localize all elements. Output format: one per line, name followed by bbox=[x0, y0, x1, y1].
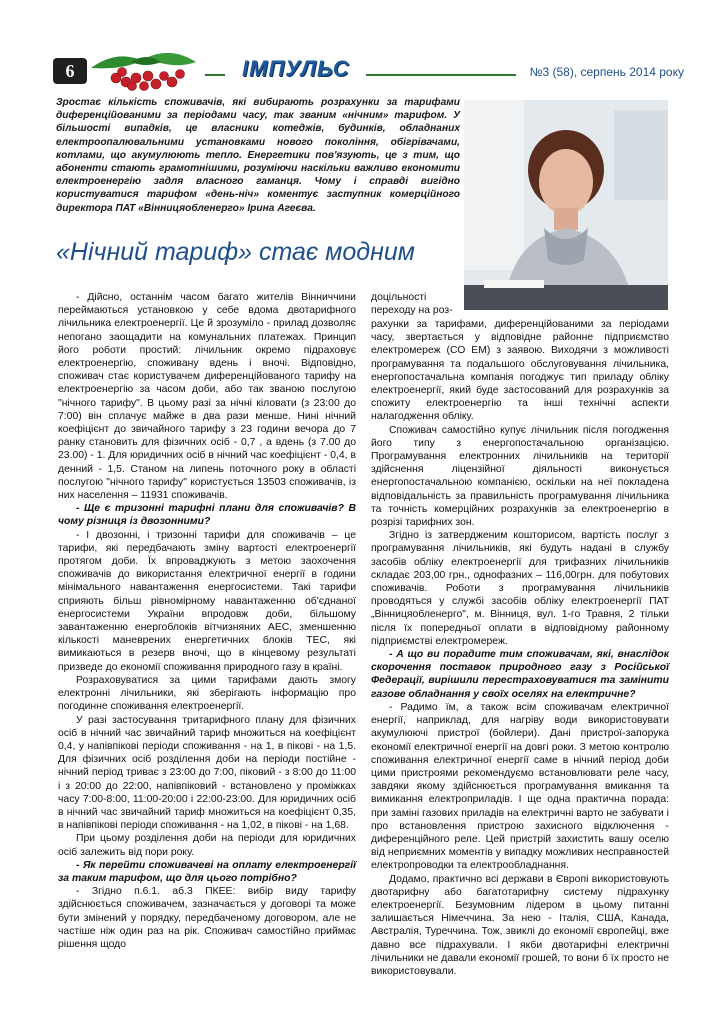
paragraph: Розраховуватися за цими тарифами дають змогу електронні лічильники, які зберігають інформацію про погодинне споживання електроенергії. bbox=[58, 674, 356, 713]
header-rule-right bbox=[366, 74, 516, 76]
article-title: «Нічний тариф» стає модним bbox=[56, 238, 415, 266]
paragraph: - І двозонні, і тризонні тарифи для споживачів – це тарифи, які передбачають зміну вартості електроенергії протягом доби. Їх впроваджують з метою заохочення споживачів до використання електричної енергії в години мінімального навантаження енергосистеми. Такі тарифи сприяють більш рівномірному навантаженню об'єднаної енергосистеми України впродовж доби, більшому завантаженню енергоблоків вітчизняних АЕС, зменшенню кількості маневрених енергетичних блоків ТЕС, які вимикаються в резерв вночі, що в кінцевому результаті призведе до економії споживання природного газу в країні. bbox=[58, 529, 356, 673]
paragraph: Згідно із затвердженим кошторисом, вартість послуг з програмування лічильників, які будуть надані в службу засобів обліку електроенергії для трифазних лічильників складає 203,00 грн., однофазних – 116,00грн. для побутових споживачів. Роботи з програмування лічильників проводяться у службі засобів обліку електроенергії ПАТ „Вінницяобленерго", м. Вінниця, вул. 1-го Травня, 2 тільки після їх попередньої оплати в відповідному районному підприємстві електромереж. bbox=[371, 530, 669, 647]
paragraph: При цьому розділення доби на періоди для юридичних осіб залежить від пори року. bbox=[58, 833, 356, 858]
paragraph: - Згідно п.6.1. аб.3 ПКЕЕ: вибір виду тарифу здійснюється споживачем, зазначається у договорі та може бути змінений у порядку, передбаченому договором, але не частіше ніж один раз на рік. Споживач самостійно приймає рішення щодо bbox=[58, 886, 356, 950]
paragraph: рахунки за тарифами, диференційованими за періодами часу, звертається у відповідне районне підприємство електромереж (СО ЕМ) з заявою. Виходячи з можливості програмування та подальшого обслуговування лічильника, енергопостачальна компанія погоджує тип приладу обліку електроенергії, який буде застосований для розрахунків за спожиту електроенергію та інші технічні аспекти налагодження обліку. bbox=[371, 319, 669, 423]
paragraph: Додамо, практично всі держави в Європі використовують двотарифну або багатотарифну систему підрахунку електроенергії. Безумовним лідером в цьому питанні залишається Німеччина. За нею - Італія, США, Канада, Австралія, Туреччина. Тож, звиклі до економії європейці, вже давно все підрахували. І якби двотарифні електричні лічильники не давали економії грошей, то вони б їх просто не використовували. bbox=[371, 873, 669, 977]
paragraph: Споживач самостійно купує лічильник після погодження його типу з енергопостачальною організацією. Програмування електронних лічильників на території здійснення ліцензійної діяльності виконується енергопостачальною компанією, оскільки на неї покладена відповідальність за правильність програмування лічильника та точність комерційних розрахунків за електроенергію в розрізі тарифних зон. bbox=[371, 424, 669, 529]
interview-question: - Ще є тризонні тарифні плани для споживачів? В чому різниця із двозонними? bbox=[58, 503, 356, 528]
viburnum-berries-icon bbox=[86, 48, 206, 94]
article-column-right bbox=[371, 318, 669, 978]
paragraph: - Радимо їм, а також всім споживачам електричної енергії, наприклад, для нагріву води використовувати акумулюючі пристрої (бойлери). Дані пристрої-запорука економії електричної енергії на довгі роки. З метою контролю споживання електричної енергії саме в нічний період доби цими пристроями рекомендуємо встановлювати реле часу, завдяки якому здійснюється програмування вмикання та вимикання електроприладів. І ще одна практична порада: при заміні газових приладів на електричні варто не забувати і про встановлення пристрою захисного відключення - диференційного реле. Цей пристрій захистить вашу оселю від неприємних моментів у випадку можливих несправностей електропроводки та електрообладнання. bbox=[371, 701, 669, 872]
interviewee-photo bbox=[464, 100, 668, 310]
article-column-right-top: доцільності переходу на роз- bbox=[371, 292, 453, 317]
interview-question: - А що ви порадите тим споживачам, які, внаслідок скорочення поставок природного газу з Російської Федерації, вирішили перестраховуватися та замінити газове обладнання у своїх оселях на електричне? bbox=[371, 649, 669, 700]
article-column-left bbox=[58, 291, 356, 951]
header-rule-left bbox=[205, 74, 225, 76]
paragraph: - Дійсно, останнім часом багато жителів Вінниччини переймаються установкою у себе вдома двотарифного лічильника електроенергії. Це й зрозуміло - прилад дозволяє непогано заощадити на комунальних платежах. Принцип його роботи простий: лічильник окремо підраховує електроенергію, споживану вдень і вночі. Відповідно, споживач стає користувачем диференційованого тарифу на електроенергію за часом доби, або так званою послугою "нічного тарифу". В цьому разі за нічні кіловати (з 23:00 до 7:00) він сплачує майже в два рази менше. Нині нічний коефіцієнт до звичайного тарифу з 23 години вечора до 7 ранку становить для фізичних осіб - 0,7 , а вдень (з 7.00 до 23.00) - 1. Для юридичних осіб в нічний час коефіцієнт - 0,4, в денний - 1,5. Станом на липень поточного року в області послугою "нічного тарифу" користується 13503 споживачів, із них населення – 11931 споживачів. bbox=[58, 292, 356, 502]
interview-question: - Як перейти споживачеві на оплату електроенергії за таким тарифом, що для цього потрібно? bbox=[58, 859, 356, 884]
newspaper-logo: ІМПУЛЬС bbox=[242, 56, 350, 81]
paragraph: У разі застосування тритарифного плану для фізичних осіб в нічний час звичайний тариф множиться на коефіцієнт 0,4, у напівпікові періоди споживання - на 1, в пікові - на 1,5. Для фізичних осіб розділення доби на періоди постійне - нічний період триває з 23:00 до 7:00, піковий - з 8:00 до 11:00 і з 20:00 до 22:00, напівпіковий - встановлено у проміжках часу 7:00-8:00, 11:00-20:00 і 22:00-23:00. Для юридичних осіб в нічний час звичайний тариф множиться на коефіцієнт 0,35, в напівпікові періоди споживання - на 1,02, в пікові - на 1,68. bbox=[58, 714, 356, 832]
article-lead: Зростає кількість споживачів, які вибирають розрахунки за тарифами диференційованими за періодами часу, так званим «нічним» тарифом. У більшості випадків, це власники котеджів, будинків, обладнаних електроопалювальними установками нового покоління, обігрівачами, котлами, що акумулюють тепло. Енергетики пов'язують, це з тим, що абоненти стають грамотнішими, розуміючи наскільки важливо економити електроенергію задля власного гаманця. Чому і справді вигідно користуватися тарифом «день-ніч» коментує заступник комерційного директора ПАТ «Вінницяобленерго» Ірина Агеєва. bbox=[56, 97, 460, 214]
issue-info: №3 (58), серпень 2014 року bbox=[529, 65, 684, 79]
page-number: 6 bbox=[53, 58, 87, 84]
